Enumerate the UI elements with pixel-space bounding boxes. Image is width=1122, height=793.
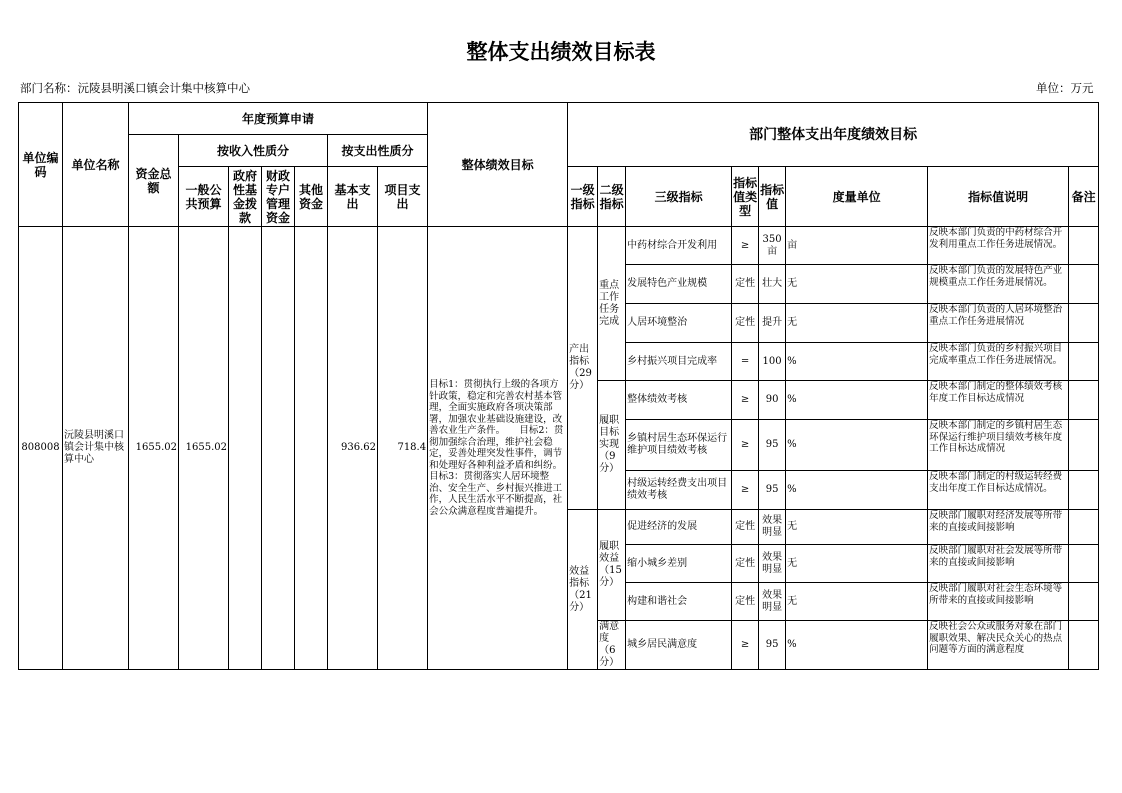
value-cell: 350亩 bbox=[759, 227, 786, 265]
measure-unit-cell: % bbox=[786, 471, 928, 510]
level3-cell: 乡镇村居生态环保运行维护项目绩效考核 bbox=[626, 420, 732, 471]
measure-unit-cell: 无 bbox=[786, 545, 928, 583]
header-general-budget: 一般公共预算 bbox=[179, 167, 229, 227]
remark-cell bbox=[1069, 265, 1099, 304]
level2-satisfaction: 满意度（6分） bbox=[598, 621, 626, 670]
header-by-income: 按收入性质分 bbox=[179, 135, 328, 167]
measure-unit-cell: 无 bbox=[786, 265, 928, 304]
level1-benefit: 效益指标（21分） bbox=[568, 510, 598, 670]
general-budget-cell: 1655.02 bbox=[179, 227, 229, 670]
value-type-cell: = bbox=[732, 343, 759, 381]
header-overall-goal: 整体绩效目标 bbox=[428, 103, 568, 227]
level3-cell: 构建和谐社会 bbox=[626, 583, 732, 621]
value-cell: 100 bbox=[759, 343, 786, 381]
indicator-desc-cell: 反映部门履职对社会生态环境等所带来的直接或间接影响 bbox=[928, 583, 1069, 621]
value-type-cell: 定性 bbox=[732, 583, 759, 621]
value-cell: 95 bbox=[759, 471, 786, 510]
level3-cell: 城乡居民满意度 bbox=[626, 621, 732, 670]
level2-key-work: 重点工作任务完成 bbox=[598, 227, 626, 381]
performance-table bbox=[18, 102, 1099, 670]
table-row bbox=[19, 227, 1099, 265]
header-by-expense: 按支出性质分 bbox=[328, 135, 428, 167]
header-other-fund: 其他资金 bbox=[295, 167, 328, 227]
level2-duty-benefit: 履职效益（15分） bbox=[598, 510, 626, 621]
special-fund-cell bbox=[262, 227, 295, 670]
remark-cell bbox=[1069, 471, 1099, 510]
remark-cell bbox=[1069, 510, 1099, 545]
remark-cell bbox=[1069, 343, 1099, 381]
measure-unit-cell: % bbox=[786, 381, 928, 420]
value-type-cell: 定性 bbox=[732, 510, 759, 545]
header-value-type: 指标值类型 bbox=[732, 167, 759, 227]
value-type-cell: 定性 bbox=[732, 304, 759, 343]
header-basic-expense: 基本支出 bbox=[328, 167, 378, 227]
indicator-desc-cell: 反映本部门制定的乡镇村居生态环保运行维护项目绩效考核年度工作目标达成情况 bbox=[928, 420, 1069, 471]
overall-goal-cell: 目标1：贯彻执行上级的各项方针政策，稳定和完善农村基本管理，全面实施政府各项决策部署，加强农业基础设施建设，改善农业生产条件。 目标2：贯彻加强综合治理，维护社会稳定，妥善处理突发性事件，调节和处理好各种利益矛盾和纠纷。 目标3：贯彻落实人居环境整治、安全生产、乡村振兴推进工作，人民生活水平不断提高，社会公众满意程度普遍提升。 bbox=[428, 227, 568, 670]
value-cell: 壮大 bbox=[759, 265, 786, 304]
header-project-expense: 项目支出 bbox=[378, 167, 428, 227]
value-type-cell: ≥ bbox=[732, 227, 759, 265]
header-dept-goal: 部门整体支出年度绩效目标 bbox=[568, 103, 1099, 167]
unit-code-cell: 808008 bbox=[19, 227, 63, 670]
value-cell: 90 bbox=[759, 381, 786, 420]
gov-fund-cell bbox=[229, 227, 262, 670]
other-fund-cell bbox=[295, 227, 328, 670]
currency-unit: 单位：万元 bbox=[1036, 81, 1094, 95]
indicator-desc-cell: 反映本部门负责的发展特色产业规模重点工作任务进展情况。 bbox=[928, 265, 1069, 304]
level3-cell: 人居环境整治 bbox=[626, 304, 732, 343]
header-annual-budget: 年度预算申请 bbox=[129, 103, 428, 135]
level2-duty-output: 履职目标实现（9分） bbox=[598, 381, 626, 510]
value-cell: 95 bbox=[759, 621, 786, 670]
remark-cell bbox=[1069, 227, 1099, 265]
measure-unit-cell: 亩 bbox=[786, 227, 928, 265]
measure-unit-cell: 无 bbox=[786, 304, 928, 343]
indicator-desc-cell: 反映社会公众或服务对象在部门履职效果、解决民众关心的热点问题等方面的满意程度 bbox=[928, 621, 1069, 670]
basic-expense-cell: 936.62 bbox=[328, 227, 378, 670]
value-cell: 95 bbox=[759, 420, 786, 471]
remark-cell bbox=[1069, 545, 1099, 583]
remark-cell bbox=[1069, 381, 1099, 420]
header-level3: 三级指标 bbox=[626, 167, 732, 227]
value-type-cell: ≥ bbox=[732, 621, 759, 670]
header-special-fund: 财政专户管理资金 bbox=[262, 167, 295, 227]
value-type-cell: ≥ bbox=[732, 471, 759, 510]
header-level1: 一级指标 bbox=[568, 167, 598, 227]
indicator-desc-cell: 反映本部门负责的中药材综合开发利用重点工作任务进展情况。 bbox=[928, 227, 1069, 265]
value-type-cell: 定性 bbox=[732, 265, 759, 304]
header-indicator-desc: 指标值说明 bbox=[928, 167, 1069, 227]
value-cell: 效果明显 bbox=[759, 583, 786, 621]
unit-name-cell: 沅陵县明溪口镇会计集中核算中心 bbox=[63, 227, 129, 670]
value-type-cell: ≥ bbox=[732, 420, 759, 471]
header-level2: 二级指标 bbox=[598, 167, 626, 227]
header-measure-unit: 度量单位 bbox=[786, 167, 928, 227]
level3-cell: 乡村振兴项目完成率 bbox=[626, 343, 732, 381]
indicator-desc-cell: 反映本部门负责的人居环境整治重点工作任务进展情况 bbox=[928, 304, 1069, 343]
indicator-desc-cell: 反映部门履职对社会发展等所带来的直接或间接影响 bbox=[928, 545, 1069, 583]
measure-unit-cell: % bbox=[786, 420, 928, 471]
department-name: 部门名称：沅陵县明溪口镇会计集中核算中心 bbox=[20, 81, 250, 95]
project-expense-cell: 718.4 bbox=[378, 227, 428, 670]
header-gov-fund: 政府性基金拨款 bbox=[229, 167, 262, 227]
remark-cell bbox=[1069, 621, 1099, 670]
indicator-desc-cell: 反映本部门制定的整体绩效考核年度工作目标达成情况 bbox=[928, 381, 1069, 420]
header-unit-name: 单位名称 bbox=[63, 103, 129, 227]
level3-cell: 促进经济的发展 bbox=[626, 510, 732, 545]
value-type-cell: ≥ bbox=[732, 381, 759, 420]
remark-cell bbox=[1069, 304, 1099, 343]
measure-unit-cell: % bbox=[786, 343, 928, 381]
level1-output: 产出指标（29分） bbox=[568, 227, 598, 510]
total-funds-cell: 1655.02 bbox=[129, 227, 179, 670]
measure-unit-cell: 无 bbox=[786, 583, 928, 621]
remark-cell bbox=[1069, 420, 1099, 471]
header-value: 指标值 bbox=[759, 167, 786, 227]
level3-cell: 村级运转经费支出项目绩效考核 bbox=[626, 471, 732, 510]
level3-cell: 整体绩效考核 bbox=[626, 381, 732, 420]
indicator-desc-cell: 反映本部门制定的村级运转经费支出年度工作目标达成情况。 bbox=[928, 471, 1069, 510]
level3-cell: 缩小城乡差别 bbox=[626, 545, 732, 583]
header-unit-code: 单位编码 bbox=[19, 103, 63, 227]
header-remark: 备注 bbox=[1069, 167, 1099, 227]
measure-unit-cell: % bbox=[786, 621, 928, 670]
value-cell: 效果明显 bbox=[759, 510, 786, 545]
header-total-funds: 资金总额 bbox=[129, 135, 179, 227]
level3-cell: 发展特色产业规模 bbox=[626, 265, 732, 304]
measure-unit-cell: 无 bbox=[786, 510, 928, 545]
value-cell: 效果明显 bbox=[759, 545, 786, 583]
value-cell: 提升 bbox=[759, 304, 786, 343]
value-type-cell: 定性 bbox=[732, 545, 759, 583]
indicator-desc-cell: 反映本部门负责的乡村振兴项目完成率重点工作任务进展情况。 bbox=[928, 343, 1069, 381]
remark-cell bbox=[1069, 583, 1099, 621]
page-title: 整体支出绩效目标表 bbox=[466, 40, 656, 64]
indicator-desc-cell: 反映部门履职对经济发展等所带来的直接或间接影响 bbox=[928, 510, 1069, 545]
level3-cell: 中药材综合开发利用 bbox=[626, 227, 732, 265]
